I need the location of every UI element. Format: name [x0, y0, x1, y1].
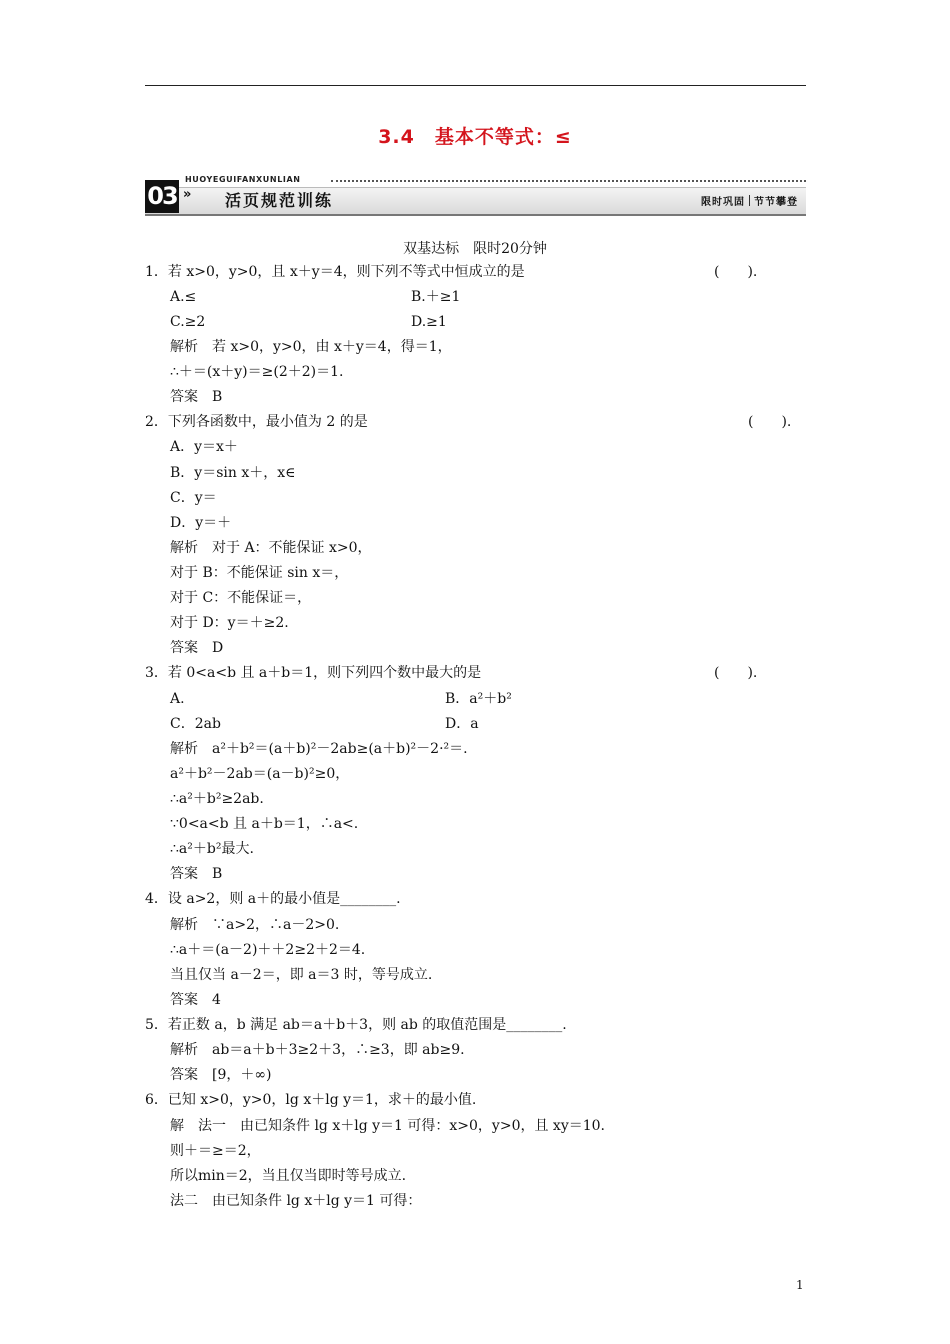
option-3c: C．2ab — [170, 716, 221, 732]
solution-3-line-5: ∴a²＋b²最大. — [170, 841, 254, 857]
answer-2: 答案 D — [170, 640, 224, 656]
banner-dotted-rule — [331, 180, 806, 182]
question-2: 2．下列各函数中，最小值为 2 的是 — [145, 414, 368, 430]
banner-right-a: 限时巩固 — [701, 197, 745, 208]
header-rule — [145, 85, 806, 86]
option-3b: B．a²＋b² — [445, 691, 512, 707]
question-6: 6．已知 x>0，y>0，lg x＋lg y＝1，求＋的最小值. — [145, 1092, 477, 1108]
solution-3-line-1: 解析 a²＋b²＝(a＋b)²－2ab≥(a＋b)²－2·²＝. — [170, 741, 468, 757]
answer-bracket-3: ( ). — [714, 665, 758, 681]
banner-number: 03 — [145, 180, 179, 213]
answer-5: 答案 [9，＋∞) — [170, 1067, 272, 1083]
banner-pinyin: HUOYEGUIFANXUNLIAN — [185, 175, 301, 184]
answer-bracket-2: ( ). — [748, 414, 792, 430]
option-2c: C．y＝ — [170, 490, 217, 506]
option-2d: D．y＝＋ — [170, 515, 232, 531]
question-1: 1．若 x>0，y>0，且 x＋y＝4，则下列不等式中恒成立的是 — [145, 264, 525, 280]
option-1d: D.≥1 — [411, 314, 447, 330]
solution-6-line-1: 解 法一 由已知条件 lg x＋lg y＝1 可得：x>0，y>0，且 xy＝10. — [170, 1118, 605, 1134]
question-5: 5．若正数 a，b 满足 ab＝a＋b＋3，则 ab 的取值范围是________. — [145, 1017, 567, 1033]
solution-4-line-1: 解析 ∵a>2，∴a－2>0. — [170, 917, 340, 933]
solution-5-line-1: 解析 ab＝a＋b＋3≥2＋3，∴≥3，即 ab≥9. — [170, 1042, 465, 1058]
answer-bracket-1: ( ). — [714, 264, 758, 280]
option-1a: A.≤ — [170, 289, 197, 305]
solution-6-line-2: 则＋＝≥＝2， — [170, 1143, 261, 1159]
page-title: 3.4 基本不等式：≤ — [378, 126, 572, 148]
section-subheading: 双基达标 限时20分钟 — [403, 241, 547, 257]
solution-2-line-1: 解析 对于 A：不能保证 x>0， — [170, 540, 372, 556]
answer-3: 答案 B — [170, 866, 223, 882]
banner-right-label — [701, 193, 798, 208]
question-3: 3．若 0<a<b 且 a＋b＝1，则下列四个数中最大的是 — [145, 665, 482, 681]
solution-2-line-4: 对于 D：y＝＋≥2. — [170, 615, 289, 631]
option-1c: C.≥2 — [170, 314, 206, 330]
solution-2-line-3: 对于 C：不能保证＝， — [170, 590, 312, 606]
option-2a: A．y＝x＋ — [170, 439, 238, 455]
option-3a: A. — [170, 691, 185, 707]
banner-separator — [749, 195, 750, 206]
option-3d: D．a — [445, 716, 479, 732]
solution-6-line-3: 所以min＝2，当且仅当即时等号成立. — [170, 1168, 407, 1184]
option-1b: B.＋≥1 — [411, 289, 461, 305]
solution-2-line-2: 对于 B：不能保证 sin x＝， — [170, 565, 349, 581]
solution-4-line-3: 当且仅当 a－2＝，即 a＝3 时，等号成立. — [170, 967, 433, 983]
option-2b: B．y＝sin x＋，x∈ — [170, 465, 296, 481]
solution-3-line-2: a²＋b²－2ab＝(a－b)²≥0， — [170, 766, 350, 782]
banner-right-b: 节节攀登 — [754, 197, 798, 208]
question-4: 4．设 a>2，则 a＋的最小值是________. — [145, 891, 401, 907]
page-number: 1 — [796, 1278, 804, 1292]
solution-4-line-2: ∴a＋＝(a－2)＋＋2≥2＋2＝4. — [170, 942, 366, 958]
solution-1-line-2: ∴＋＝(x＋y)＝≥(2＋2)＝1. — [170, 364, 344, 380]
answer-4: 答案 4 — [170, 992, 221, 1008]
solution-6-line-4: 法二 由已知条件 lg x＋lg y＝1 可得： — [170, 1193, 422, 1209]
solution-3-line-4: ∵0<a<b 且 a＋b＝1，∴a<. — [170, 816, 359, 832]
chevron-icon: » — [183, 187, 192, 202]
section-banner — [145, 174, 806, 214]
solution-3-line-3: ∴a²＋b²≥2ab. — [170, 791, 264, 807]
answer-1: 答案 B — [170, 389, 223, 405]
solution-1-line-1: 解析 若 x>0，y>0，由 x＋y＝4，得＝1， — [170, 339, 452, 355]
banner-title: 活页规范训练 — [225, 191, 334, 210]
